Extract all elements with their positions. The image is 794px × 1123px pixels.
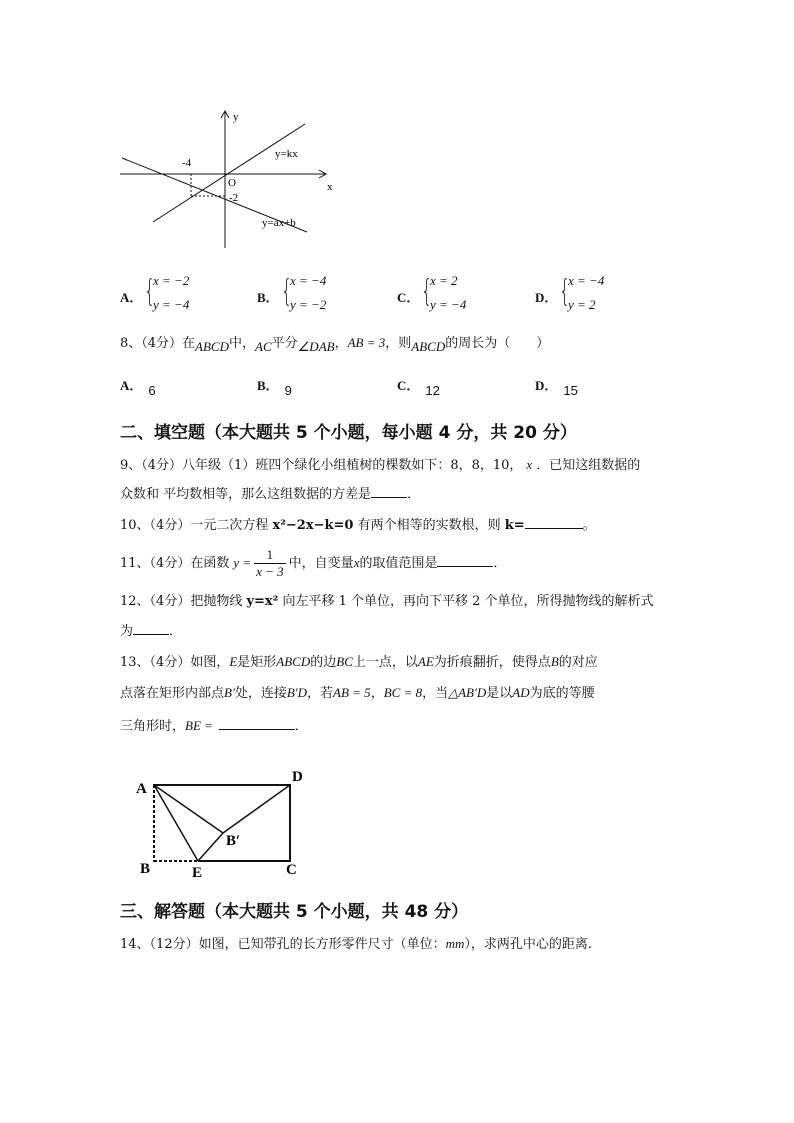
system-y: y = 2: [568, 297, 596, 312]
math: x: [526, 457, 533, 472]
q13-text: 的对应: [558, 655, 598, 670]
answer-blank[interactable]: [219, 717, 295, 730]
q13-figure: [130, 760, 320, 885]
system-y: y = −4: [430, 297, 467, 312]
brace-icon: {: [558, 274, 571, 309]
section-3-title: 三、解答题（本大题共 5 个小题，共 48 分）: [120, 902, 469, 922]
q13-text: 处，连接: [234, 686, 287, 701]
question-13-line-2: [120, 683, 595, 704]
fraction: [254, 547, 286, 580]
q8-option-a[interactable]: [120, 375, 156, 398]
q13-text: 三角形时，: [120, 719, 186, 734]
option-value: 15: [563, 383, 578, 398]
line-ae: [154, 785, 198, 861]
line-axb-label: y=ax+b: [262, 217, 296, 229]
answer-blank[interactable]: [525, 516, 583, 529]
label-b: B: [140, 861, 151, 877]
option-value: 6: [148, 383, 156, 398]
q14-text: 14、（12分）如图，已知带孔的长方形零件尺寸（单位：: [120, 937, 446, 952]
question-12-line-2: [120, 622, 182, 642]
label-c: C: [286, 862, 297, 878]
math: B′: [224, 685, 235, 700]
q10-text: 10、（4分）一元二次方程: [120, 518, 273, 533]
math: ABCD: [276, 654, 311, 669]
section-2-title: 二、填空题（本大题共 5 个小题，每小题 4 分，共 20 分）: [120, 423, 577, 443]
q8-option-c[interactable]: [397, 375, 440, 398]
q8-text: ，则: [385, 336, 412, 351]
q11-text: ．: [493, 556, 507, 571]
brace-icon: {: [280, 274, 293, 309]
q9-text: 众数和 平均数相等，那么这组数据的方差是: [120, 487, 372, 502]
question-8: [120, 333, 549, 354]
q9-text: ．已知这组数据的: [536, 458, 641, 473]
q13-text: ，: [370, 686, 384, 701]
label-a: A: [136, 781, 147, 797]
q13-text: 上一点，以: [352, 655, 418, 670]
option-letter: D．: [535, 290, 558, 305]
question-13-line-1: [120, 652, 598, 673]
tick-y-label: -2: [229, 192, 239, 204]
math: BC = 8: [383, 685, 423, 700]
q10-text: 有两个相等的实数根，则: [353, 518, 505, 533]
math: AE: [417, 654, 434, 669]
q13-text: 的边: [310, 655, 337, 670]
origin-label: O: [228, 177, 236, 189]
math: ∠DAB: [297, 339, 335, 354]
q8-text: 平分: [271, 336, 298, 351]
answer-blank[interactable]: [371, 485, 407, 498]
x-label: x: [327, 181, 333, 193]
math: x: [353, 555, 360, 570]
math: ABCD: [195, 339, 229, 354]
q12-text: ．: [169, 624, 183, 639]
q11-text: 的取值范围是: [359, 556, 438, 571]
system-x: x = −4: [568, 273, 605, 288]
line-b-prime-d: [223, 785, 290, 833]
q13-text: 为折痕翻折，使得点: [433, 655, 551, 670]
math: △AB′D: [448, 685, 487, 700]
line-kx: [153, 124, 305, 222]
q13-text: ，若: [307, 686, 334, 701]
option-letter: A．: [120, 290, 143, 305]
fraction-numerator: 1: [254, 547, 286, 564]
q14-text: ），求两孔中心的距离.: [464, 937, 593, 952]
math: x²−2x−k=0: [272, 518, 354, 533]
option-letter: A．: [120, 378, 143, 393]
math: AB = 3: [347, 335, 386, 350]
option-letter: B．: [257, 290, 279, 305]
math: BE =: [185, 718, 213, 733]
math: mm: [445, 936, 465, 951]
rectangle-abcd: [154, 785, 290, 861]
option-letter: C．: [397, 290, 420, 305]
q12-text: 12、（4分）把抛物线: [120, 594, 247, 609]
math: AD: [512, 685, 530, 700]
question-14: [120, 934, 592, 955]
q7-graph: [115, 108, 345, 258]
q10-text: 。: [582, 518, 596, 533]
system-x: x = 2: [430, 273, 458, 288]
option-letter: C．: [397, 378, 420, 393]
system-y: y = −2: [290, 297, 327, 312]
q8-option-b[interactable]: [257, 375, 292, 398]
q12-text: 向左平移 1 个单位，再向下平移 2 个单位，所得抛物线的解析式: [278, 594, 654, 609]
question-12-line-1: [120, 592, 654, 612]
q13-text: 是以: [486, 686, 513, 701]
q8-text: 中，: [229, 336, 256, 351]
q11-text: 中，自变量: [288, 556, 354, 571]
fraction-denominator: x − 3: [256, 564, 284, 579]
q13-text: ．: [294, 719, 308, 734]
question-10: [120, 516, 596, 536]
q13-text: ，当: [422, 686, 449, 701]
tick-x-label: -4: [182, 157, 192, 169]
label-b-prime: B′: [226, 833, 241, 849]
math: y=x²: [246, 594, 279, 609]
question-11: [120, 545, 507, 582]
brace-icon: {: [143, 274, 156, 309]
line-ab-prime: [154, 785, 223, 833]
line-eb-prime: [198, 833, 223, 861]
system-x: x = −2: [153, 273, 190, 288]
q8-option-d[interactable]: [535, 375, 578, 398]
option-letter: B．: [257, 378, 279, 393]
option-value: 12: [425, 383, 440, 398]
math: ABCD: [411, 339, 446, 354]
system-x: x = −4: [290, 273, 327, 288]
q9-text: ．: [407, 487, 421, 502]
q8-text: 8、（4分）在: [120, 336, 196, 351]
option-value: 9: [284, 383, 292, 398]
math: AB = 5: [333, 685, 371, 700]
math: AC: [255, 339, 272, 354]
math: E: [229, 654, 238, 669]
q13-text: 13、（4分）如图，: [120, 655, 230, 670]
math: B′D: [286, 685, 308, 700]
question-13-line-3: [120, 716, 308, 737]
question-9-line-1: [120, 455, 640, 476]
y-label: y: [233, 111, 239, 123]
option-letter: D．: [535, 378, 558, 393]
q8-text: ，: [334, 336, 348, 351]
q9-text: 9、（4分）八年级（1）班四个绿化小组植树的棵数如下：8，8，10，: [120, 458, 523, 473]
question-9-line-2: [120, 485, 420, 505]
q7-options: [0, 270, 794, 320]
q13-text: 点落在矩形内部点: [120, 686, 225, 701]
brace-icon: {: [420, 274, 433, 309]
q12-text: 为: [120, 624, 134, 639]
line-kx-label: y=kx: [275, 148, 298, 160]
answer-blank[interactable]: [437, 554, 493, 567]
q8-options: [0, 375, 794, 399]
label-d: D: [292, 769, 303, 785]
math: BC: [336, 654, 353, 669]
q11-text: 11、（4分）在函数: [120, 556, 230, 571]
q13-text: 为底的等腰: [529, 686, 595, 701]
math: B: [550, 654, 559, 669]
math: k=: [504, 518, 525, 533]
q13-text: 是矩形: [237, 655, 277, 670]
math: y =: [233, 555, 252, 570]
q8-text: 的周长为（ ）: [445, 336, 550, 351]
system-y: y = −4: [153, 297, 190, 312]
answer-blank[interactable]: [133, 622, 169, 635]
label-e: E: [192, 865, 203, 881]
